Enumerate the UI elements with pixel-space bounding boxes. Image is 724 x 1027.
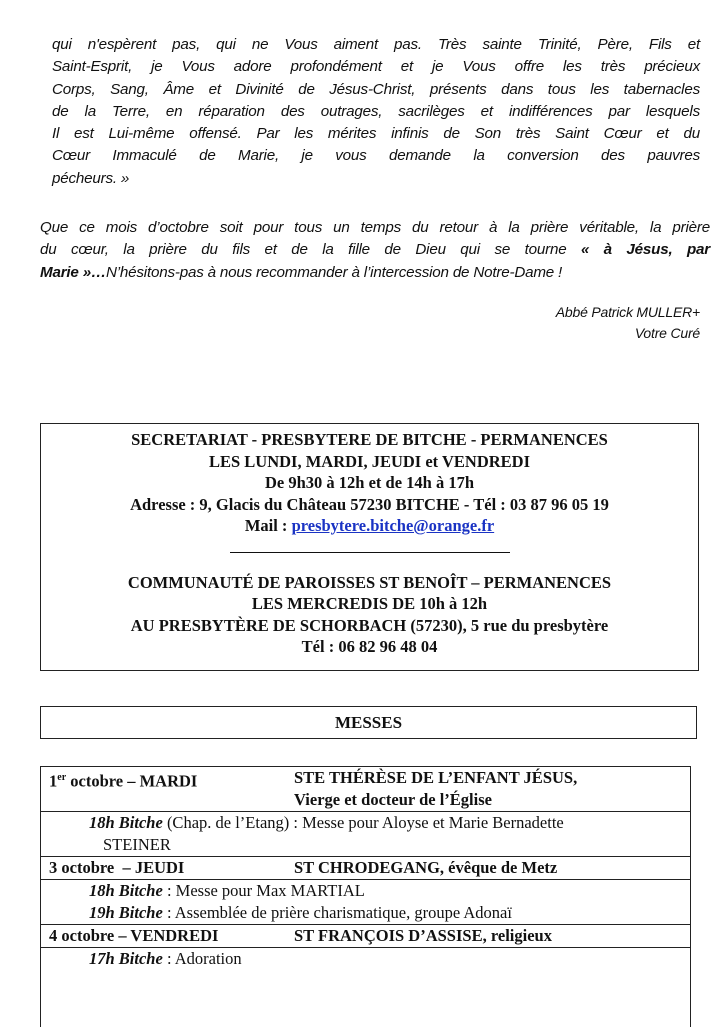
day-header — [41, 857, 690, 880]
community-title: COMMUNAUTÉ DE PAROISSES ST BENOÎT – PERMANENCES — [127, 572, 612, 592]
day-header — [41, 925, 690, 948]
prayer-line: de la Terre, en réparation des outrages, sacrilèges et indifférences par lesquels — [52, 102, 700, 120]
secretariat-title: SECRETARIAT - PRESBYTERE DE BITCHE - PERMANENCES — [131, 430, 608, 449]
prayer-line: qui n'espèrent pas, qui ne Vous aiment pas. Très sainte Trinité, Père, Fils et — [52, 36, 700, 53]
day-label: 1er octobre – MARDI — [49, 771, 198, 791]
day-header — [41, 767, 690, 812]
exhortation-line — [40, 239, 710, 261]
exhortation-text: du cœur, la prière du fils et de la fille de Dieu qui se tourne — [40, 241, 581, 259]
community-phone: Tél : 06 82 96 48 04 — [301, 637, 438, 656]
exhortation-line — [40, 262, 710, 284]
prayer-paragraph — [52, 34, 700, 190]
community-place: AU PRESBYTÈRE DE SCHORBACH (57230), 5 rue du presbytère — [130, 615, 609, 635]
divider — [230, 537, 510, 553]
signature-name: Abbé Patrick MULLER+ — [555, 304, 700, 320]
exhortation-emphasis: Marie »… — [40, 263, 106, 281]
secretariat-address: Adresse : 9, Glacis du Château 57230 BITCHE - Tél : 03 87 96 05 19 — [130, 494, 609, 514]
mass-entries — [41, 812, 690, 857]
mail-link[interactable]: presbytere.bitche@orange.fr — [291, 516, 495, 535]
secretariat-box — [40, 423, 699, 671]
messes-table — [40, 766, 691, 1027]
signature-role: Votre Curé — [634, 325, 700, 341]
prayer-line: Il est Lui-même offensé. Par les mérites infinis de Son très Saint Cœur et du — [52, 125, 700, 143]
prayer-line: Saint-Esprit, je Vous adore profondément et je Vous offre les très précieux — [52, 58, 700, 76]
mass-entries — [41, 880, 690, 925]
exhortation-emphasis: « à Jésus, par — [580, 241, 710, 259]
mass-entry: 18h Bitche : Messe pour Max MARTIAL — [89, 881, 365, 900]
secretariat-hours: De 9h30 à 12h et de 14h à 17h — [264, 473, 474, 492]
secretariat-mail — [41, 515, 698, 537]
messes-heading: MESSES — [40, 706, 697, 739]
community-days: LES MERCREDIS DE 10h à 12h — [251, 594, 488, 613]
secretariat-days: LES LUNDI, MARDI, JEUDI et VENDREDI — [208, 451, 531, 471]
exhortation-paragraph — [40, 217, 710, 284]
exhortation-text: N’hésitons-pas à nous recommander à l’intercession de Notre-Dame ! — [105, 263, 563, 281]
prayer-line: pécheurs. » — [52, 169, 130, 187]
day-label: 4 octobre – VENDREDI — [49, 926, 219, 945]
prayer-line: Cœur Immaculé de Marie, je vous demande la conversion des pauvres — [52, 147, 700, 165]
mail-label: Mail : — [244, 516, 292, 535]
mass-entries — [41, 948, 690, 970]
day-label: 3 octobre – JEUDI — [49, 858, 185, 877]
saint-label: ST CHRODEGANG, évêque de Metz — [294, 858, 558, 877]
prayer-line: Corps, Sang, Âme et Divinité de Jésus-Christ, présents dans tous les tabernacles — [52, 80, 700, 98]
mass-entry: 17h Bitche : Adoration — [89, 949, 242, 968]
saint-label: STE THÉRÈSE DE L’ENFANT JÉSUS, Vierge et docteur de l’Église — [294, 768, 578, 809]
exhortation-line: Que ce mois d’octobre soit pour tous un temps du retour à la prière véritable, la prière — [40, 219, 710, 236]
mass-entry-continued: STEINER — [103, 835, 171, 854]
mass-entry: 19h Bitche : Assemblée de prière charismatique, groupe Adonaï — [89, 903, 512, 922]
saint-label: ST FRANÇOIS D’ASSISE, religieux — [294, 926, 552, 945]
mass-entry: 18h Bitche (Chap. de l’Etang) : Messe pour Aloyse et Marie Bernadette — [89, 813, 564, 832]
